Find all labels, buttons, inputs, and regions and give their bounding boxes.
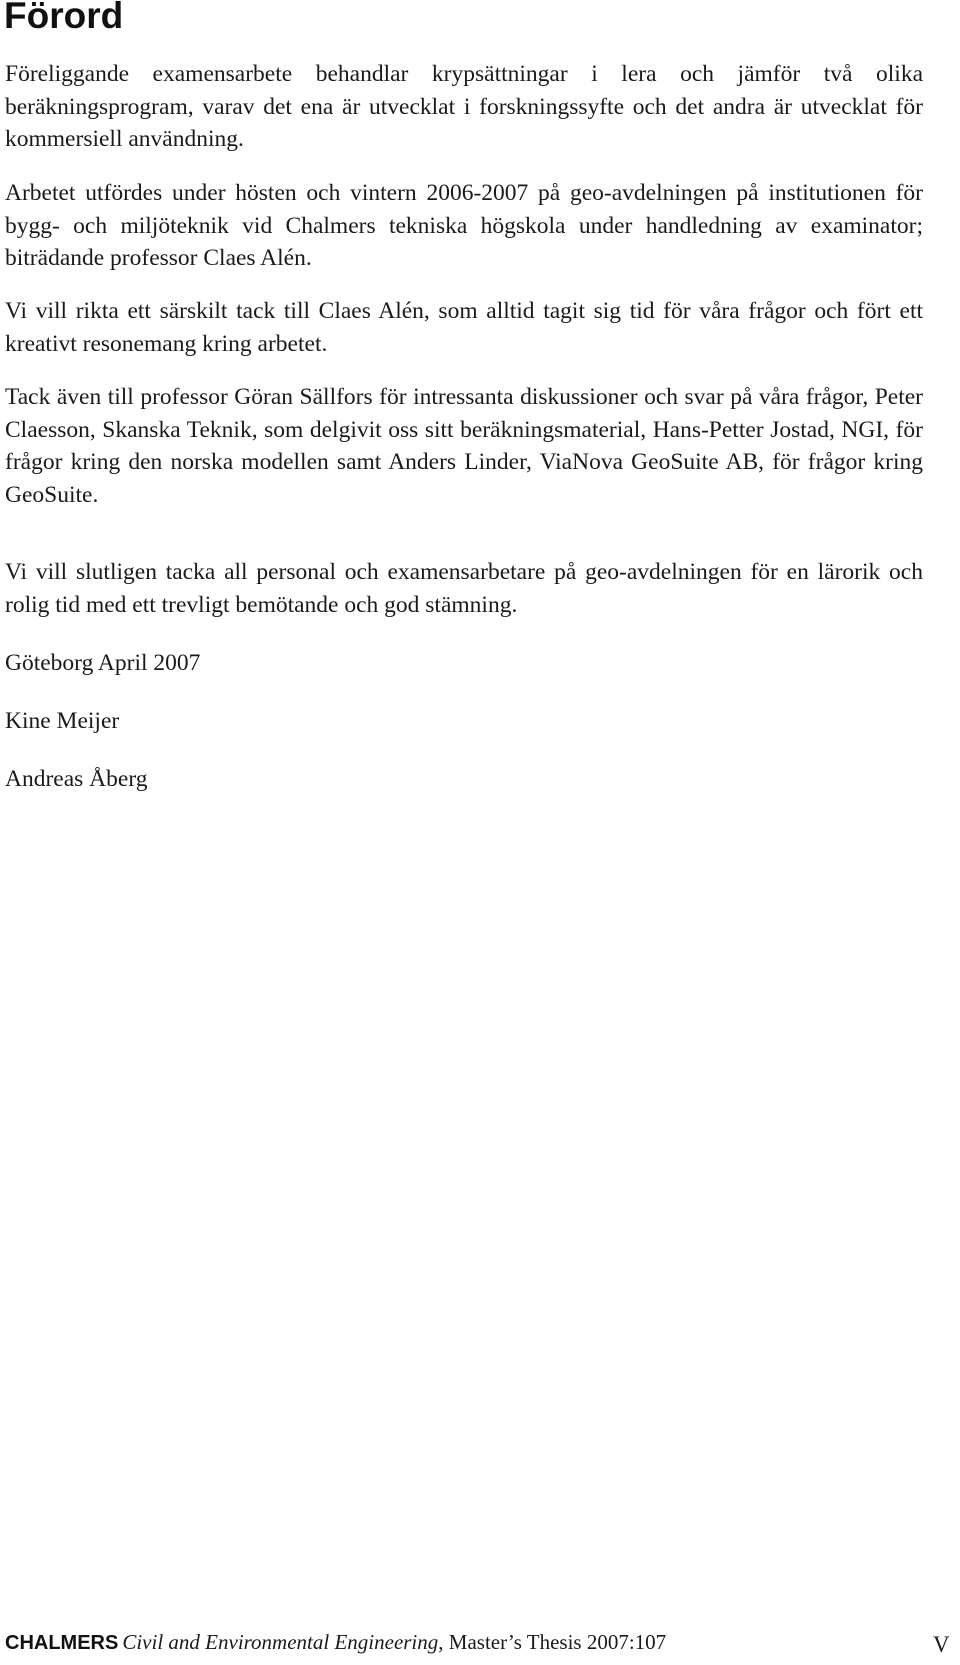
- paragraph-work-context: Arbetet utfördes under hösten och vintern 2006-2007 på geo-avdelningen på institutionen för bygg- och miljöteknik vid Chalmers tekniska högskola under handledning av examinator; biträdande professor Claes Alén.: [5, 180, 923, 271]
- page-number: V: [933, 1632, 950, 1657]
- page-footer: [5, 1630, 955, 1662]
- place-date: Göteborg April 2007: [5, 650, 201, 676]
- footer-department: Civil and Environmental Engineering: [122, 1630, 439, 1654]
- paragraph-thanks-supervisor: Vi vill rikta ett särskilt tack till Claes Alén, som alltid tagit sig tid för våra frågor och fört ett kreativt resonemang kring arbetet.: [5, 298, 923, 357]
- paragraph-intro: Föreliggande examensarbete behandlar krypsättningar i lera och jämför två olika beräkningsprogram, varav det ena är utvecklat i forskningssyfte och det andra är utvecklat för kommersiell användning.: [5, 61, 923, 152]
- footer-brand: CHALMERS: [5, 1632, 119, 1654]
- paragraph-thanks-staff: Vi vill slutligen tacka all personal och examensarbetare på geo-avdelningen för en lärorik och rolig tid med ett trevligt bemötande och god stämning.: [5, 559, 923, 618]
- footer-thesis-id: , Master’s Thesis 2007:107: [438, 1630, 667, 1654]
- author-name: Andreas Åberg: [5, 766, 148, 792]
- author-name: Kine Meijer: [5, 708, 120, 734]
- page-title: Förord: [4, 0, 124, 36]
- paragraph-thanks-others: Tack även till professor Göran Sällfors för intressanta diskussioner och svar på våra frågor, Peter Claesson, Skanska Teknik, som delgivit oss sitt beräkningsmaterial, Hans-Petter Jostad, NGI, för frågor kring den norska modellen samt Anders Linder, ViaNova GeoSuite AB, för frågor kring GeoSuite.: [5, 384, 923, 508]
